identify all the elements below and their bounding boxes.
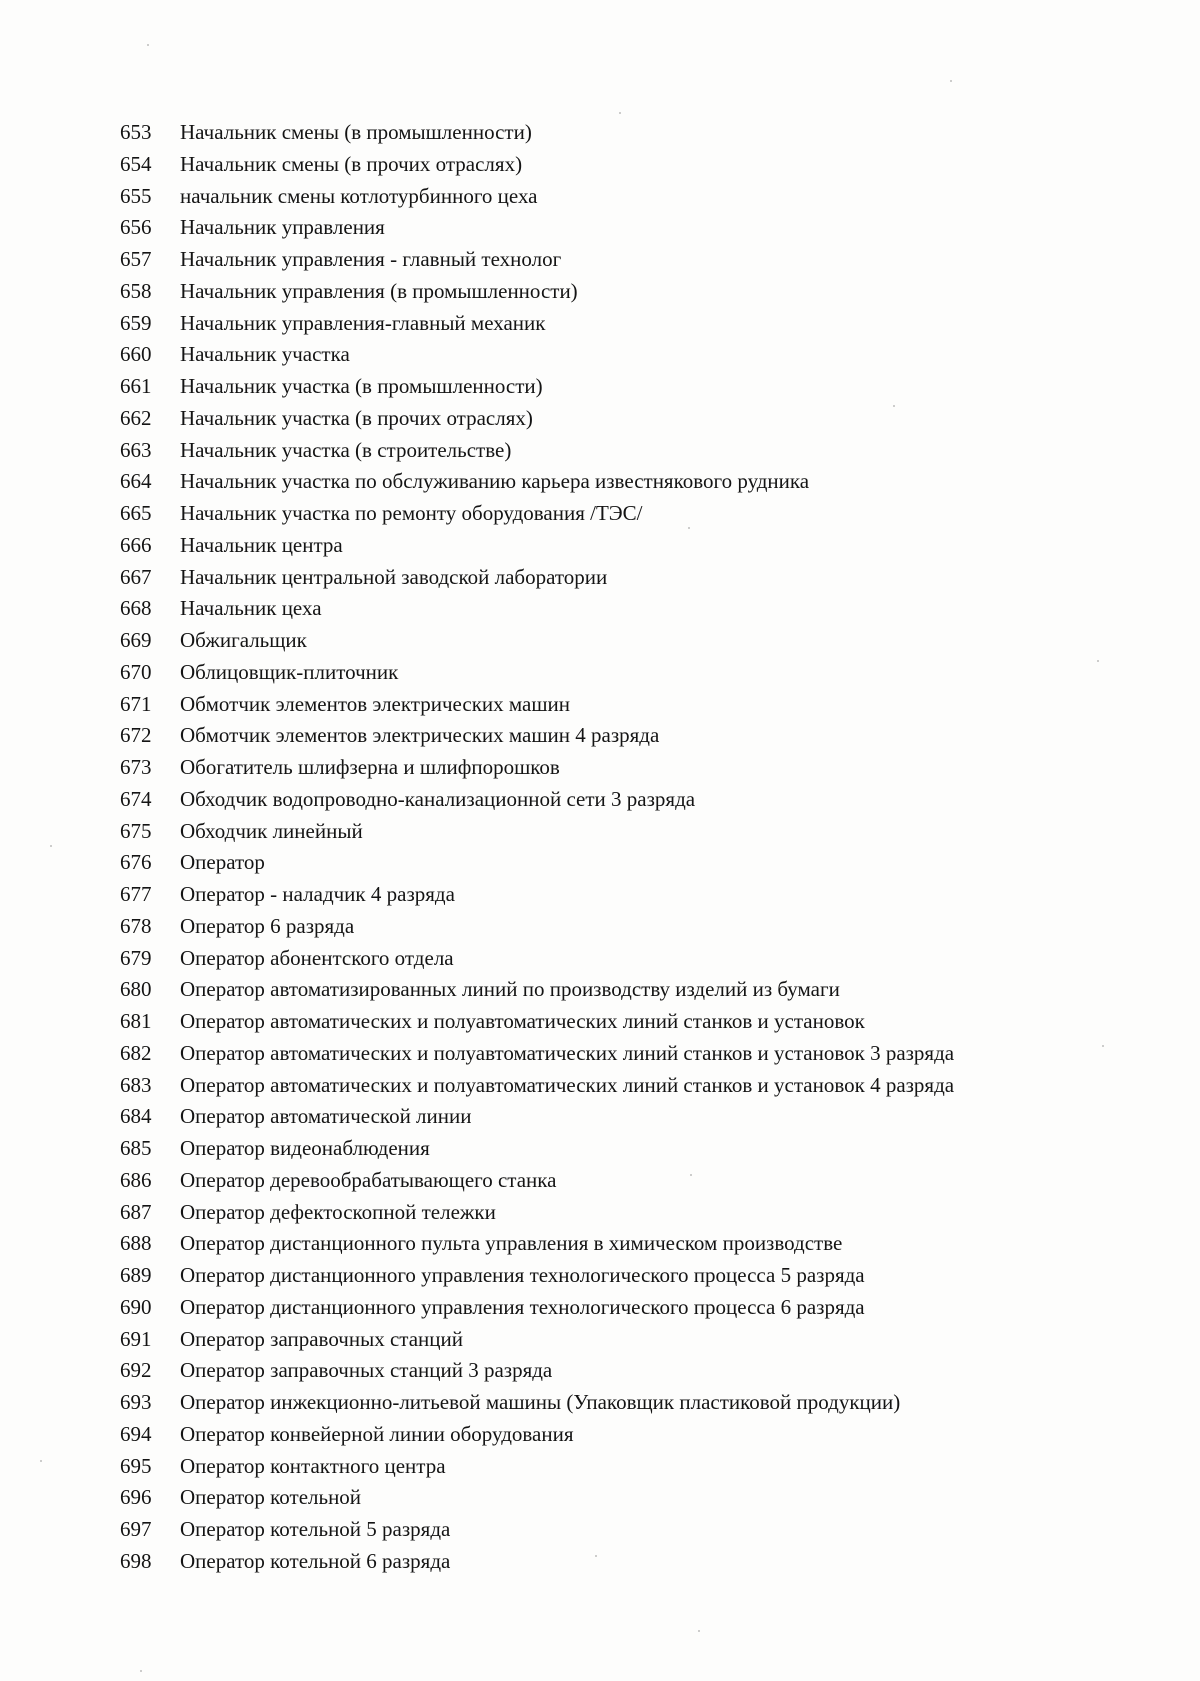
scan-speck (893, 405, 895, 407)
list-item (120, 117, 954, 149)
item-text: Оператор дистанционного пульта управления в химическом производстве (180, 1231, 843, 1256)
scan-speck (50, 845, 52, 847)
item-number: 662 (120, 405, 152, 430)
list-item (120, 593, 954, 625)
item-number: 675 (120, 818, 152, 843)
item-number: 665 (120, 501, 152, 525)
item-text: Оператор автоматических и полуавтоматических линий станков и установок (180, 1009, 865, 1033)
list-item (120, 943, 954, 975)
list-item (120, 403, 954, 435)
scan-speck (595, 1555, 597, 1557)
item-text: Оператор контактного центра (180, 1453, 446, 1478)
item-number: 691 (120, 1326, 152, 1351)
item-text: Начальник управления - главный технолог (180, 247, 562, 271)
item-text: Оператор автоматической линии (180, 1104, 472, 1129)
item-number: 682 (120, 1040, 152, 1065)
item-text: начальник смены котлотурбинного цеха (180, 183, 538, 208)
item-number: 669 (120, 628, 152, 652)
scan-speck (688, 527, 690, 529)
item-number: 683 (120, 1072, 152, 1097)
list-item (120, 276, 954, 308)
item-number: 688 (120, 1231, 152, 1256)
item-text: Обмотчик элементов электрических машин (180, 691, 570, 716)
list-item (120, 1228, 954, 1260)
list-item (120, 1133, 954, 1165)
item-text: Оператор (180, 850, 265, 875)
item-text: Оператор дефектоскопной тележки (180, 1199, 496, 1224)
item-text: Оператор конвейерной линии оборудования (180, 1421, 574, 1446)
list-item (120, 1101, 954, 1133)
list-item (120, 625, 954, 657)
list-item (120, 1006, 954, 1038)
item-number: 697 (120, 1517, 152, 1541)
list-item (120, 1355, 954, 1387)
item-number: 667 (120, 564, 152, 589)
list-item (120, 1324, 954, 1356)
item-text: Оператор инжекционно-литьевой машины (Упаковщик пластиковой продукции) (180, 1390, 901, 1414)
item-text: Оператор котельной 5 разряда (180, 1517, 451, 1541)
list-item (120, 657, 954, 689)
item-text: Начальник центра (180, 532, 343, 557)
item-text: Оператор заправочных станций (180, 1326, 463, 1351)
item-text: Обогатитель шлифзерна и шлифпорошков (180, 755, 560, 779)
item-text: Обжигальщик (180, 628, 307, 652)
list-item (120, 847, 954, 879)
item-number: 659 (120, 310, 152, 335)
item-text: Оператор автоматических и полуавтоматических линий станков и установок 3 разряда (180, 1040, 955, 1065)
profession-list (120, 117, 954, 1578)
scan-speck (698, 1630, 700, 1632)
item-text: Оператор котельной 6 разряда (180, 1548, 451, 1573)
scan-speck (950, 80, 952, 82)
scan-speck (690, 1174, 692, 1176)
list-item (120, 1292, 954, 1324)
scan-speck (619, 112, 621, 114)
list-item (120, 1197, 954, 1229)
item-number: 679 (120, 945, 152, 970)
list-item (120, 1451, 954, 1483)
scan-speck (147, 44, 149, 46)
item-text: Обмотчик элементов электрических машин 4 разряда (180, 723, 660, 748)
item-number: 654 (120, 151, 152, 176)
item-number: 655 (120, 183, 152, 208)
scan-speck (1102, 1045, 1104, 1047)
list-item (120, 1546, 954, 1578)
list-item (120, 974, 954, 1006)
item-number: 685 (120, 1136, 152, 1160)
item-number: 657 (120, 247, 152, 271)
list-item (120, 1387, 954, 1419)
item-text: Начальник центральной заводской лаборатории (180, 564, 608, 589)
item-number: 690 (120, 1294, 152, 1319)
item-number: 686 (120, 1167, 152, 1192)
list-item (120, 879, 954, 911)
item-number: 653 (120, 120, 152, 144)
item-number: 684 (120, 1104, 152, 1129)
item-number: 660 (120, 342, 152, 367)
list-item (120, 1260, 954, 1292)
list-item (120, 1514, 954, 1546)
item-number: 681 (120, 1009, 152, 1033)
item-text: Обходчик линейный (180, 818, 363, 843)
list-item (120, 339, 954, 371)
item-text: Начальник смены (в промышленности) (180, 120, 532, 144)
list-item (120, 784, 954, 816)
list-item (120, 911, 954, 943)
item-number: 664 (120, 469, 152, 494)
item-text: Оператор видеонаблюдения (180, 1136, 430, 1160)
item-number: 663 (120, 437, 152, 462)
item-text: Начальник участка (в прочих отраслях) (180, 405, 533, 430)
item-number: 668 (120, 596, 152, 621)
list-item (120, 720, 954, 752)
item-number: 672 (120, 723, 152, 748)
item-number: 689 (120, 1263, 152, 1287)
list-item (120, 1482, 954, 1514)
item-number: 694 (120, 1421, 152, 1446)
list-item (120, 498, 954, 530)
list-item (120, 244, 954, 276)
item-text: Начальник участка (в промышленности) (180, 374, 543, 398)
item-text: Оператор автоматических и полуавтоматических линий станков и установок 4 разряда (180, 1072, 955, 1097)
list-item (120, 1165, 954, 1197)
scan-speck (1097, 660, 1099, 662)
list-item (120, 1070, 954, 1102)
item-text: Оператор - наладчик 4 разряда (180, 882, 455, 906)
item-text: Оператор дистанционного управления технологического процесса 6 разряда (180, 1294, 865, 1319)
item-number: 687 (120, 1199, 152, 1224)
item-number: 677 (120, 882, 152, 906)
list-item (120, 466, 954, 498)
list-item (120, 562, 954, 594)
item-number: 661 (120, 374, 152, 398)
item-text: Оператор абонентского отдела (180, 945, 454, 970)
item-text: Начальник управления (180, 215, 385, 240)
list-item (120, 752, 954, 784)
list-item (120, 212, 954, 244)
list-item (120, 1419, 954, 1451)
item-text: Начальник смены (в прочих отраслях) (180, 151, 523, 176)
item-number: 698 (120, 1548, 152, 1573)
item-text: Оператор автоматизированных линий по производству изделий из бумаги (180, 977, 840, 1002)
item-number: 671 (120, 691, 152, 716)
item-text: Оператор 6 разряда (180, 913, 355, 938)
list-item (120, 371, 954, 403)
item-text: Оператор заправочных станций 3 разряда (180, 1358, 553, 1383)
item-text: Оператор котельной (180, 1485, 362, 1510)
item-number: 656 (120, 215, 152, 240)
scan-speck (140, 1670, 142, 1672)
list-item (120, 181, 954, 213)
item-number: 680 (120, 977, 152, 1002)
item-text: Оператор деревообрабатывающего станка (180, 1167, 557, 1192)
item-number: 674 (120, 786, 152, 811)
list-item (120, 816, 954, 848)
list-item (120, 689, 954, 721)
list-item (120, 308, 954, 340)
item-text: Начальник участка (180, 342, 350, 367)
item-number: 658 (120, 278, 152, 303)
item-text: Начальник участка по обслуживанию карьера известнякового рудника (180, 469, 810, 494)
item-text: Облицовщик-плиточник (180, 659, 399, 684)
item-text: Начальник участка по ремонту оборудования /ТЭС/ (180, 501, 643, 525)
item-number: 693 (120, 1390, 152, 1414)
item-text: Начальник управления-главный механик (180, 310, 546, 335)
list-item (120, 149, 954, 181)
list-item (120, 435, 954, 467)
item-number: 673 (120, 755, 152, 779)
item-number: 666 (120, 532, 152, 557)
item-text: Начальник управления (в промышленности) (180, 278, 578, 303)
list-item (120, 1038, 954, 1070)
item-number: 676 (120, 850, 152, 875)
item-text: Обходчик водопроводно-канализационной сети 3 разряда (180, 786, 696, 811)
item-text: Начальник цеха (180, 596, 322, 621)
item-text: Оператор дистанционного управления технологического процесса 5 разряда (180, 1263, 865, 1287)
item-number: 692 (120, 1358, 152, 1383)
item-number: 696 (120, 1485, 152, 1510)
item-text: Начальник участка (в строительстве) (180, 437, 512, 462)
item-number: 670 (120, 659, 152, 684)
scan-speck (40, 1460, 42, 1462)
item-number: 695 (120, 1453, 152, 1478)
item-number: 678 (120, 913, 152, 938)
list-item (120, 530, 954, 562)
